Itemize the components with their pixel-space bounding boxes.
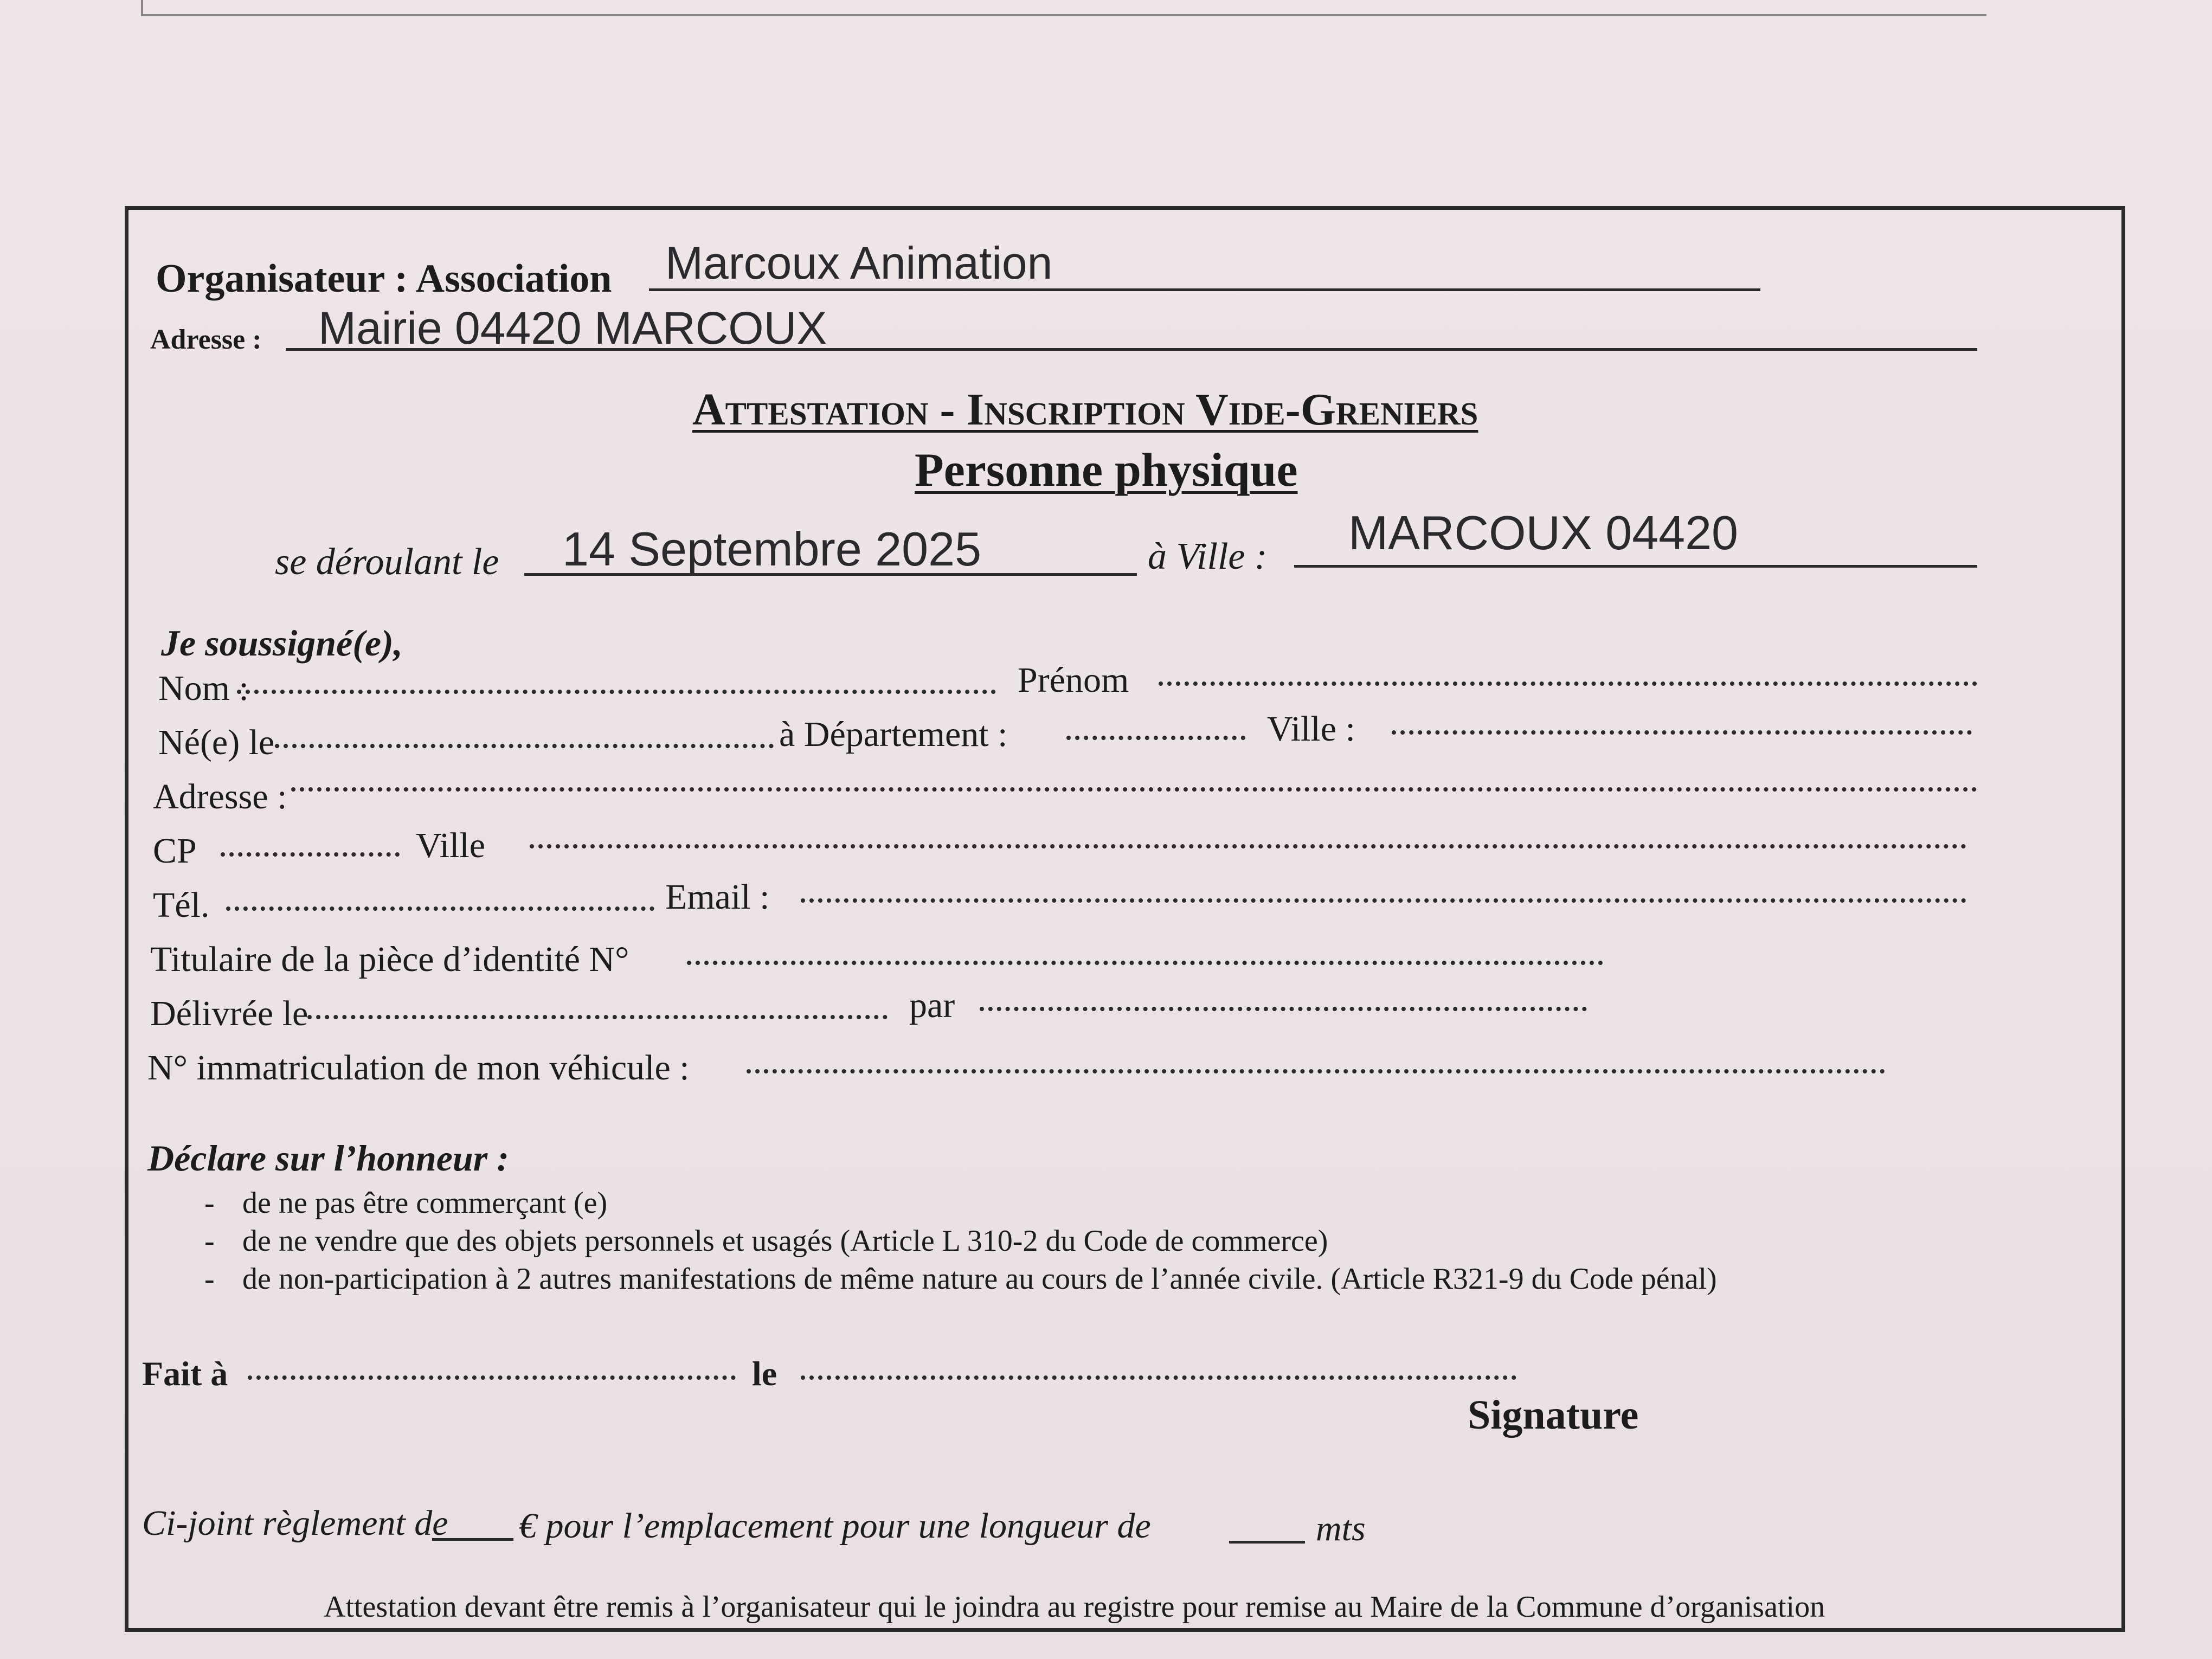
tel-label: Tél. [153,885,210,925]
signature-label: Signature [1468,1392,1639,1438]
immat-field[interactable] [747,1069,1885,1073]
departement-field[interactable] [1066,736,1245,740]
fait-a-label: Fait à [142,1354,228,1393]
adresse-personne-label: Adresse : [153,777,287,816]
adresse-label: Adresse : [150,324,262,355]
email-field[interactable] [801,898,1966,903]
par-field[interactable] [980,1007,1587,1011]
delivree-label: Délivrée le [150,994,308,1033]
email-label: Email : [665,877,770,917]
reglement-amount-field[interactable] [432,1538,513,1541]
registration-form [125,206,2125,1632]
mts-label: mts [1316,1509,1366,1548]
date-value[interactable]: 14 Septembre 2025 [562,522,982,576]
cp-field[interactable] [221,852,400,857]
ville-line [1294,565,1977,568]
signature-area[interactable] [1457,1392,1945,1533]
footer-note: Attestation devant être remis à l’organisateur qui le joindra au registre pour remise au Maire de la Commune d’organisation [324,1590,1825,1624]
titulaire-field[interactable] [687,961,1603,965]
ville2-label: Ville [416,826,486,865]
declaration-item-3: - de non-participation à 2 autres manifestations de même nature au cours de l’année civile. (Article R321-9 du Code pénal) [242,1262,1717,1296]
nom-label: Nom : [158,668,249,708]
organisateur-label: Organisateur : Association [156,256,612,301]
emplacement-label: € pour l’emplacement pour une longueur de [519,1506,1151,1546]
ville-label: à Ville : [1148,536,1268,577]
titulaire-label: Titulaire de la pièce d’identité N° [150,940,629,979]
declaration-heading: Déclare sur l’honneur : [147,1137,509,1179]
ville2-field[interactable] [530,844,1966,848]
prenom-label: Prénom [1018,660,1129,700]
form-subtitle: Personne physique [915,444,1298,497]
delivree-field[interactable] [307,1015,888,1019]
adresse-personne-field[interactable] [291,787,1977,792]
declaration-item-2: - de ne vendre que des objets personnels et usagés (Article L 310-2 du Code de commerce) [242,1224,1328,1258]
organisateur-value[interactable]: Marcoux Animation [665,237,1053,288]
le-label: le [752,1354,777,1393]
departement-label: à Département : [779,715,1008,754]
reglement-label: Ci-joint règlement de [142,1503,448,1543]
adresse-value[interactable]: Mairie 04420 MARCOUX [318,303,827,353]
le-field[interactable] [801,1375,1516,1380]
immat-label: N° immatriculation de mon véhicule : [147,1048,690,1088]
ville1-label: Ville : [1267,709,1355,749]
ne-le-label: Né(e) le [158,723,275,762]
ville-value[interactable]: MARCOUX 04420 [1348,506,1738,560]
declaration-item-1: - de ne pas être commerçant (e) [242,1186,607,1220]
par-label: par [909,986,955,1025]
nom-field[interactable] [237,690,996,694]
ville1-field[interactable] [1392,730,1972,735]
intro-text: Je soussigné(e), [161,622,403,664]
underlying-page-edge [141,0,1986,16]
tel-field[interactable] [226,906,654,911]
prenom-field[interactable] [1159,681,1977,686]
date-label: se déroulant le [275,541,499,583]
ne-le-field[interactable] [275,744,774,748]
fait-a-field[interactable] [248,1375,736,1380]
form-title: Attestation - Inscription Vide-Greniers [692,384,1478,435]
longueur-field[interactable] [1229,1541,1305,1544]
cp-label: CP [153,831,197,871]
